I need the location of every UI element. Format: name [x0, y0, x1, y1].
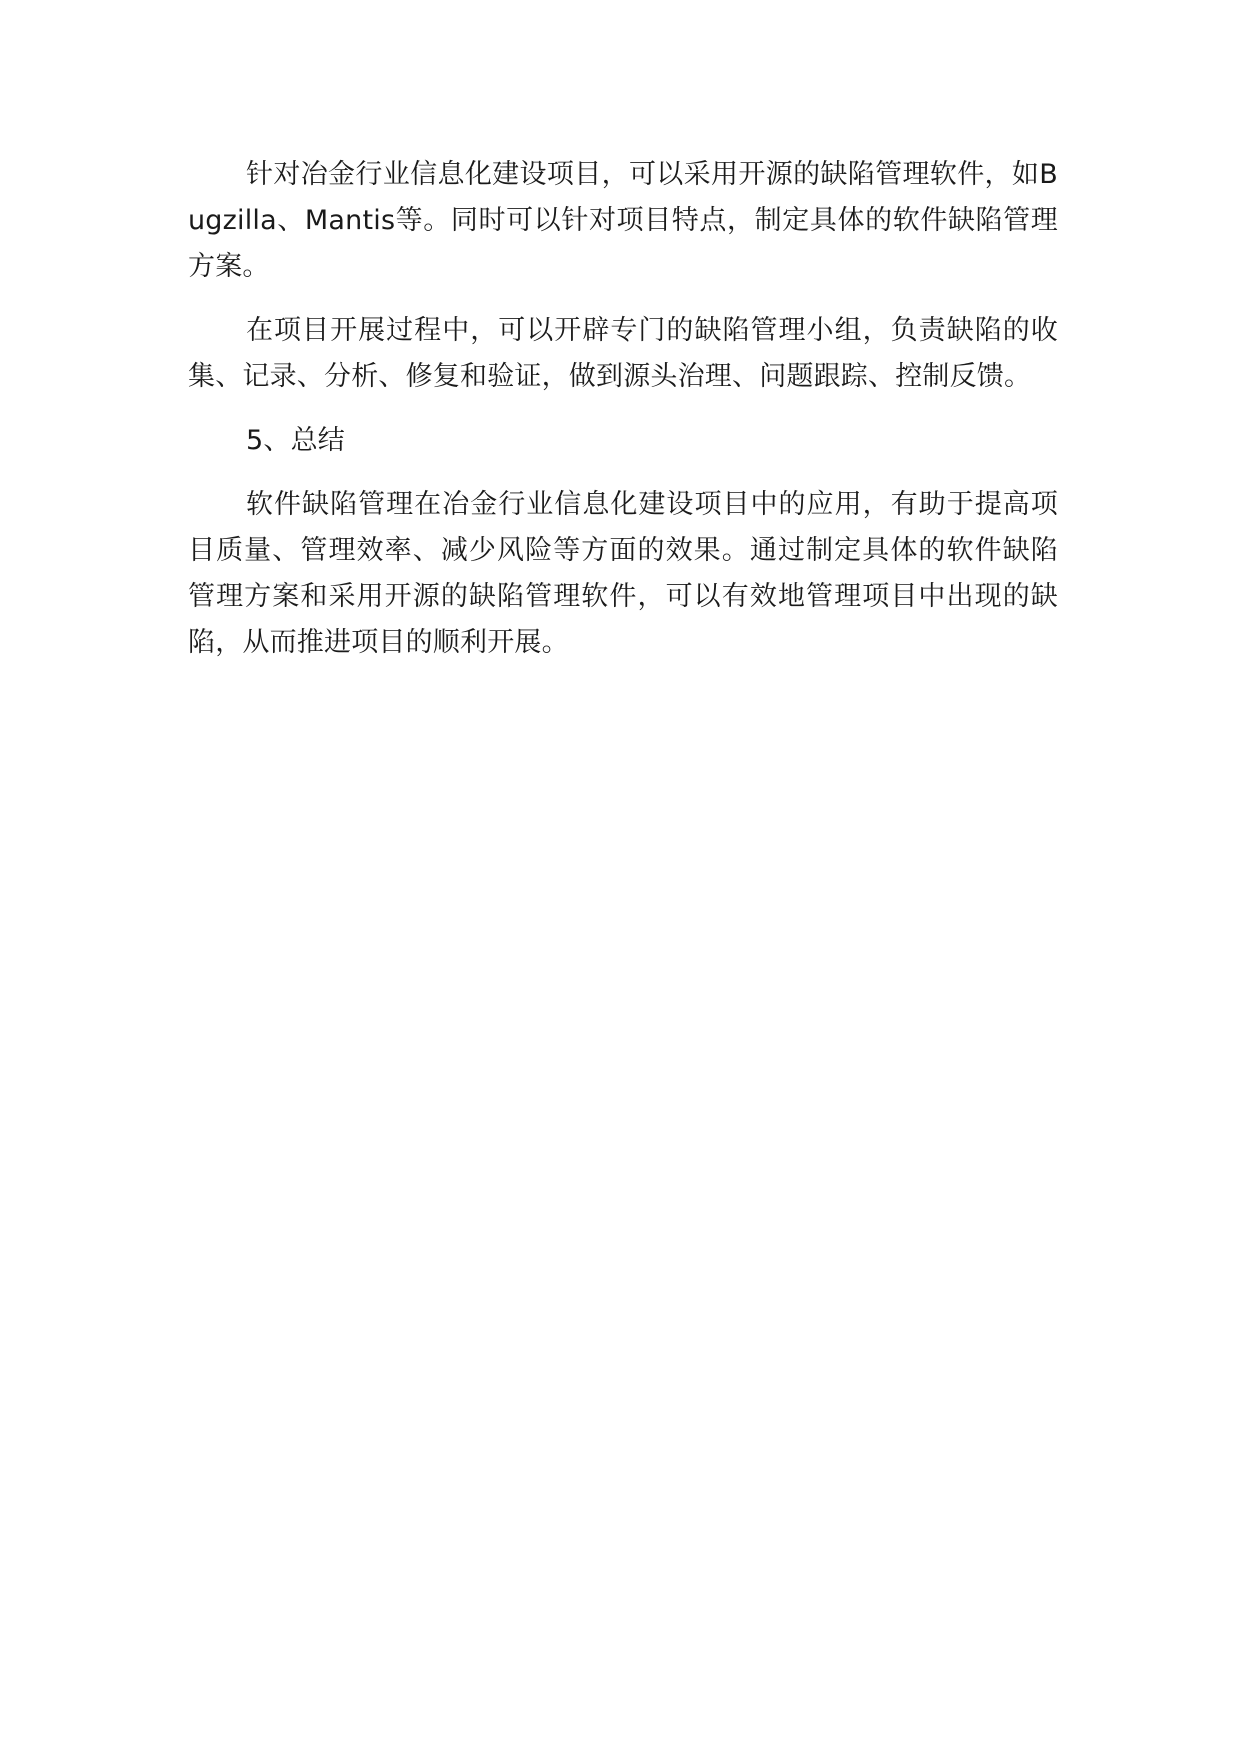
paragraph-conclusion: 软件缺陷管理在冶金行业信息化建设项目中的应用，有助于提高项目质量、管理效率、减少风险等方面的效果。通过制定具体的软件缺陷管理方案和采用开源的缺陷管理软件，可以有效地管理项目中出现的缺陷，从而推进项目的顺利开展。	[188, 489, 1058, 658]
section-heading-summary: 5、总结	[246, 425, 345, 456]
paragraph-defect-tools: 针对冶金行业信息化建设项目，可以采用开源的缺陷管理软件，如Bugzilla、Mantis等。同时可以针对项目特点，制定具体的软件缺陷管理方案。	[188, 159, 1058, 282]
paragraph-defect-team: 在项目开展过程中，可以开辟专门的缺陷管理小组，负责缺陷的收集、记录、分析、修复和验证，做到源头治理、问题跟踪、控制反馈。	[188, 315, 1058, 392]
document-body	[188, 152, 1058, 666]
